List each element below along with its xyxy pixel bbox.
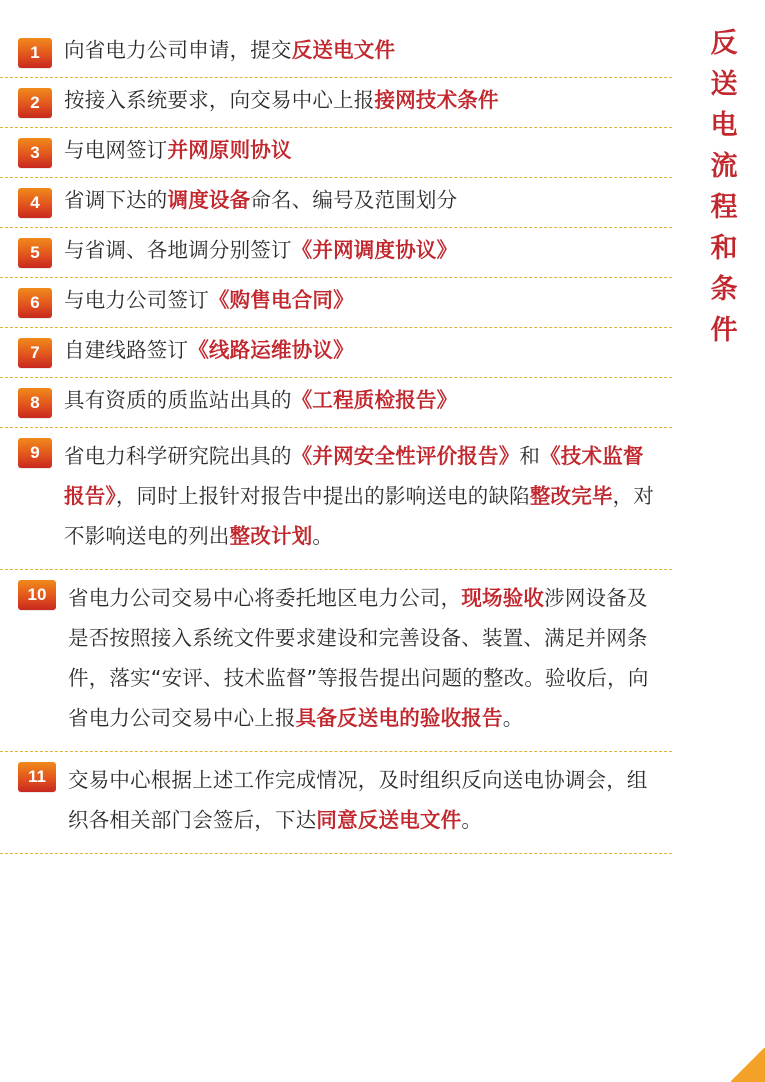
step-text-highlight: 接网技术条件 (374, 88, 499, 112)
process-step-row (0, 178, 672, 228)
process-step-row (0, 752, 672, 854)
step-text-plain: 与电网签订 (64, 138, 168, 162)
step-number-badge: 4 (18, 188, 52, 218)
vertical-title-char: 程 (710, 192, 738, 223)
process-step-row (0, 28, 672, 78)
step-text (64, 37, 672, 65)
step-text-plain: 和 (519, 444, 541, 468)
step-text-plain: ，同时上报针对报告中提出的影响送电的缺陷 (115, 483, 530, 508)
step-text-plain: 按接入系统要求，向交易中心上报 (64, 88, 375, 112)
vertical-title-char: 件 (710, 315, 738, 346)
process-step-row (0, 328, 672, 378)
step-text-plain: 。 (461, 807, 483, 832)
vertical-title-char: 送 (710, 69, 738, 100)
step-text-plain: ，对不影响送电的列出 (64, 483, 655, 548)
vertical-title-char: 流 (710, 151, 738, 182)
process-step-row (0, 378, 672, 428)
step-text-highlight: 整改完毕 (529, 483, 613, 508)
step-text (64, 437, 672, 557)
step-number-badge: 9 (18, 438, 52, 468)
vertical-title-char: 电 (710, 110, 738, 141)
step-text-highlight: 《并网调度协议》 (291, 238, 458, 262)
step-text-plain: 。 (312, 523, 334, 548)
step-text (64, 237, 672, 265)
step-text-plain: 省电力科学研究院出具的 (64, 444, 292, 468)
step-number-badge: 2 (18, 88, 52, 118)
step-text-plain: 省电力公司交易中心将委托地区电力公司， (68, 585, 462, 610)
step-text-highlight: 《线路运维协议》 (188, 338, 354, 362)
step-text-plain: 自建线路签订 (64, 338, 189, 362)
process-step-row (0, 570, 672, 752)
step-text (68, 579, 672, 739)
step-text-plain: 向省电力公司申请，提交 (64, 38, 292, 62)
corner-accent (731, 1048, 765, 1082)
step-text-highlight: 《工程质检报告》 (291, 388, 458, 412)
step-text-plain: 与省调、各地调分别签订 (64, 238, 292, 262)
step-text (64, 287, 672, 315)
step-text-plain: 交易中心根据上述工作完成情况，及时组织反向送电协调会，组织各相关部门会签后，下达 (68, 767, 648, 832)
step-text-highlight: 现场验收 (461, 585, 545, 610)
process-step-row (0, 78, 672, 128)
process-step-row (0, 278, 672, 328)
vertical-title-char: 和 (710, 233, 738, 264)
step-number-badge: 3 (18, 138, 52, 168)
step-number-badge: 7 (18, 338, 52, 368)
vertical-title-char: 条 (710, 274, 738, 305)
step-text-plain: 。 (502, 705, 524, 730)
step-text-highlight: 整改计划 (229, 523, 313, 548)
step-text-plain: 省调下达的 (64, 188, 168, 212)
vertical-title-char: 反 (710, 28, 738, 59)
step-text (64, 337, 672, 365)
process-step-list (0, 28, 672, 854)
step-number-badge: 5 (18, 238, 52, 268)
step-text-highlight: 调度设备 (167, 188, 251, 212)
step-text-highlight: 并网原则协议 (167, 138, 292, 162)
step-text (64, 137, 672, 165)
process-step-row (0, 228, 672, 278)
step-text (64, 87, 672, 115)
step-text-plain: 具有资质的质监站出具的 (64, 388, 292, 412)
vertical-title (701, 30, 747, 344)
step-text (64, 187, 672, 215)
step-text-highlight: 《并网安全性评价报告》 (291, 444, 520, 468)
step-text (68, 761, 672, 841)
process-step-row (0, 128, 672, 178)
step-text-highlight: 具备反送电的验收报告 (295, 705, 503, 730)
step-text-highlight: 《购售电合同》 (208, 288, 354, 312)
process-step-row (0, 428, 672, 570)
step-number-badge: 6 (18, 288, 52, 318)
step-text-highlight: 《技术监督报告》 (64, 444, 644, 508)
step-text (64, 387, 672, 415)
step-number-badge: 10 (18, 580, 56, 610)
step-number-badge: 11 (18, 762, 56, 792)
step-text-plain: 涉网设备及是否按照接入系统文件要求建设和完善设备、装置、满足并网条件，落实“安评、技术监督”等报告提出问题的整改。验收后，向省电力公司交易中心上报 (68, 585, 649, 730)
step-text-plain: 与电力公司签订 (64, 288, 209, 312)
step-text-highlight: 反送电文件 (291, 38, 396, 62)
step-text-highlight: 同意反送电文件 (316, 807, 462, 832)
step-text-plain: 命名、编号及范围划分 (250, 188, 458, 212)
step-number-badge: 8 (18, 388, 52, 418)
step-number-badge: 1 (18, 38, 52, 68)
